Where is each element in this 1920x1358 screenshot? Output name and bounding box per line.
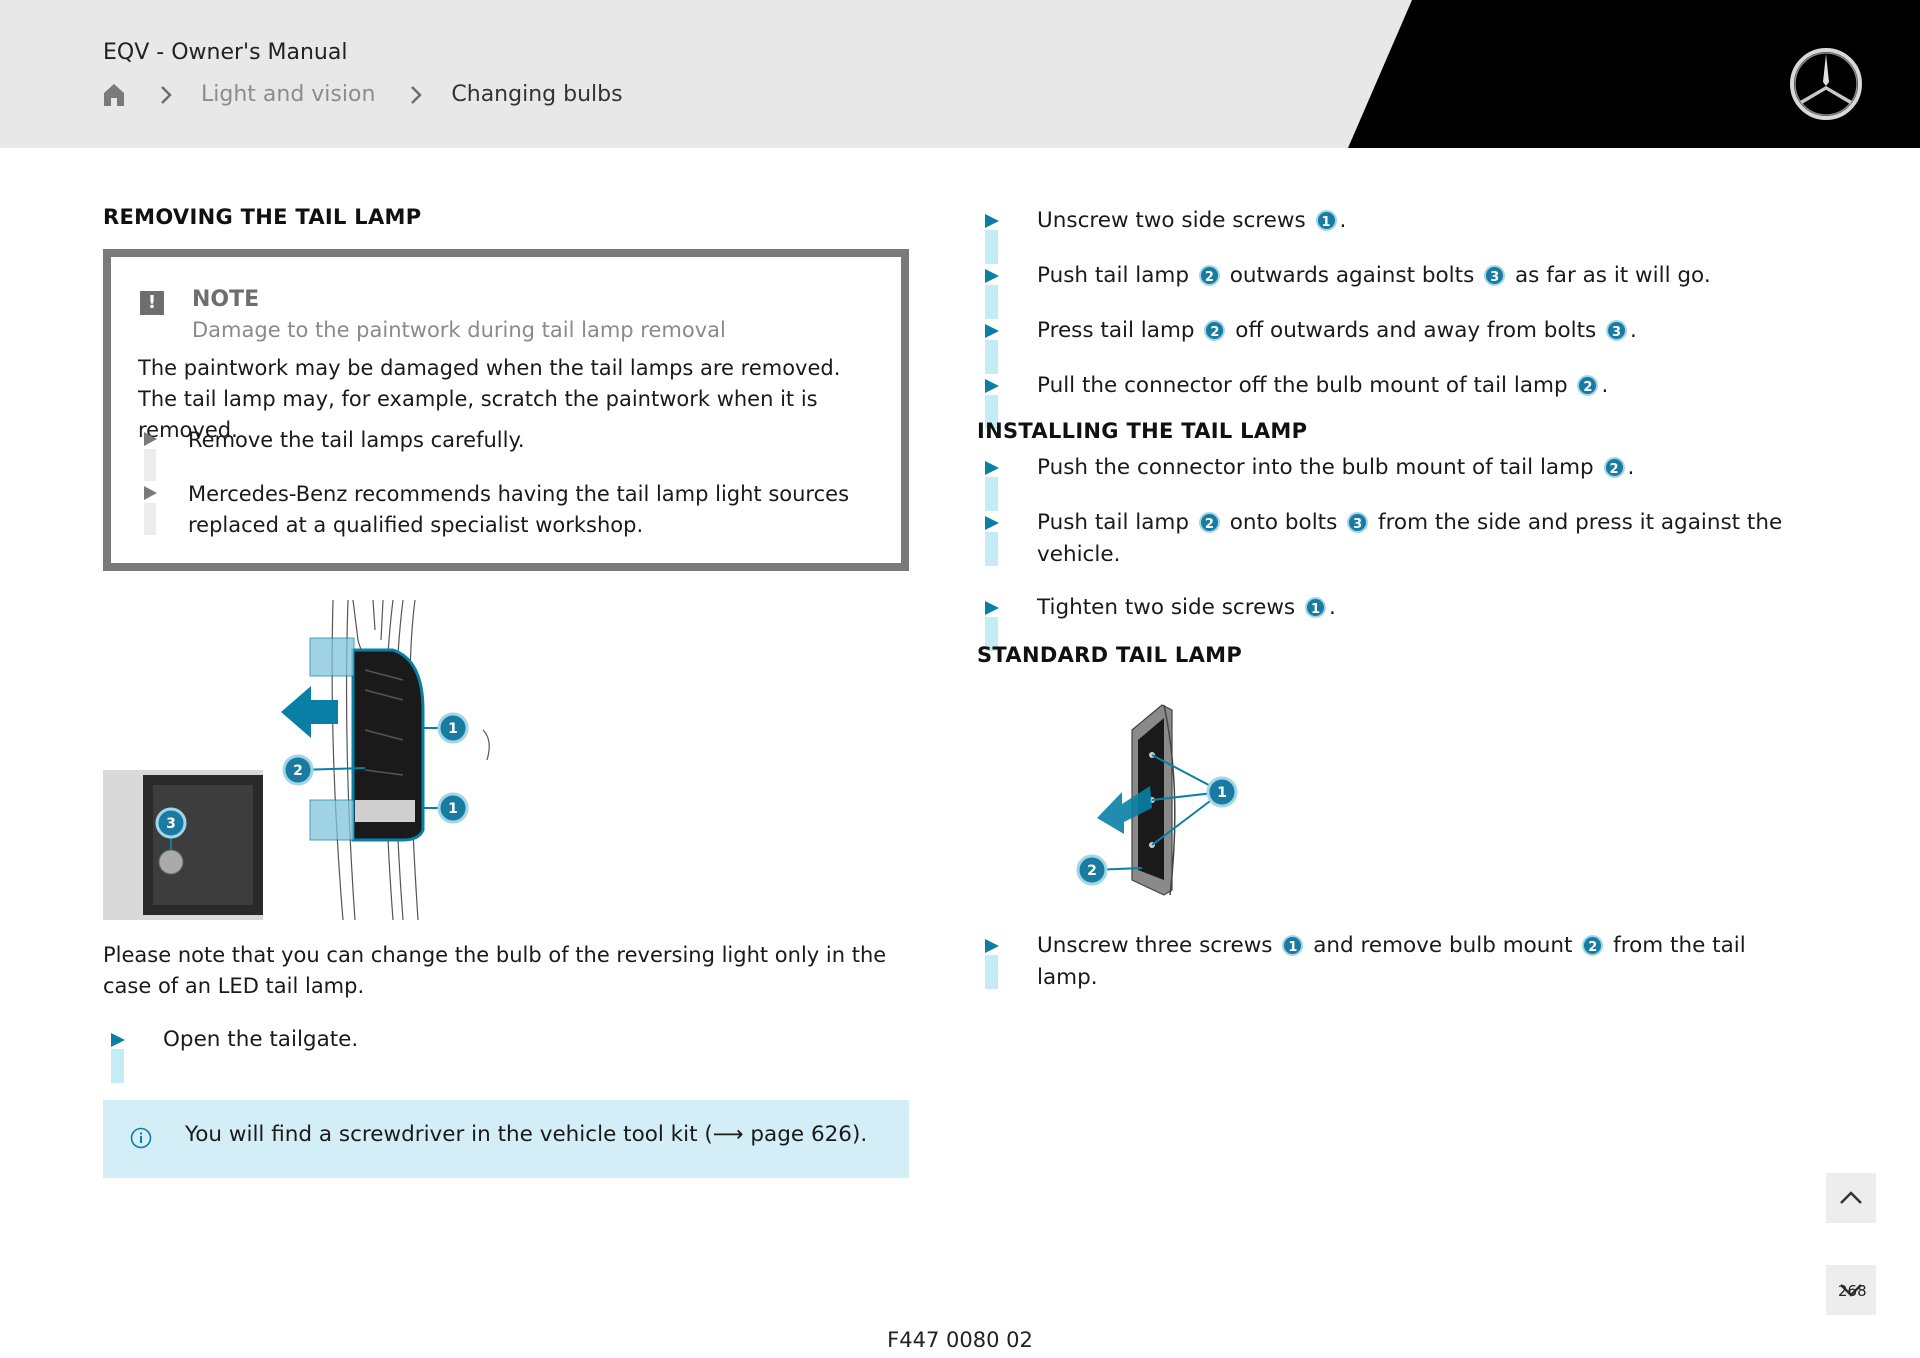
step-install-2 (977, 507, 1797, 593)
step-remove-4 (977, 370, 1797, 425)
step-install-1 (977, 452, 1797, 507)
step-text: Press tail lamp 2 off outwards and away from bolts 3 . (1037, 318, 1637, 343)
info-icon (130, 1127, 152, 1149)
tail-lamp-removal-figure (103, 600, 523, 920)
section-heading-installing: INSTALLING THE TAIL LAMP (977, 419, 1308, 443)
step-bar (144, 449, 156, 481)
step-bar (985, 285, 998, 319)
callout-1 (423, 714, 467, 742)
note-title: NOTE (192, 287, 260, 312)
chevron-right-icon (409, 84, 423, 106)
callout-2 (1078, 856, 1106, 884)
lead-paragraph: Please note that you can change the bulb of the reversing light only in the case of an LED tail lamp. (103, 943, 887, 998)
step-arrow-icon (985, 214, 999, 228)
section-heading-removing: REMOVING THE TAIL LAMP (103, 205, 422, 229)
svg-text:2: 2 (293, 763, 303, 779)
svg-text:3: 3 (166, 816, 176, 832)
app-title: EQV - Owner's Manual (103, 40, 348, 65)
svg-text:1: 1 (448, 721, 458, 737)
svg-text:2: 2 (1087, 863, 1097, 879)
step-text: Push the connector into the bulb mount of tail lamp 2 . (1037, 455, 1635, 480)
step-bar (111, 1049, 124, 1083)
mercedes-star-icon (1788, 46, 1864, 122)
note-step-text: Mercedes-Benz recommends having the tail lamp light sources replaced at a qualified specialist workshop. (188, 482, 850, 537)
page-header (0, 0, 1920, 148)
callout-1 (1208, 778, 1236, 806)
step-bar (985, 532, 998, 566)
callout-1 (423, 794, 467, 822)
callout-badge: 2 (1577, 375, 1598, 396)
callout-badge: 1 (1305, 597, 1326, 618)
callout-badge: 2 (1204, 320, 1225, 341)
standard-tail-lamp-figure (1072, 700, 1272, 900)
step-arrow-icon (144, 432, 157, 446)
step-arrow-icon (985, 379, 999, 393)
breadcrumb-current: Changing bulbs (451, 82, 623, 107)
step-remove-1 (977, 205, 1797, 260)
step-arrow-icon (144, 486, 157, 500)
callout-3 (157, 809, 185, 837)
svg-text:1: 1 (1217, 785, 1227, 801)
callout-badge: 2 (1199, 265, 1220, 286)
step-text: Pull the connector off the bulb mount of tail lamp 2 . (1037, 373, 1609, 398)
callout-badge: 2 (1604, 457, 1625, 478)
step-bar (985, 230, 998, 264)
step-text: Unscrew three screws 1 and remove bulb mount 2 from the tail lamp. (1037, 933, 1746, 990)
step-text: Push tail lamp 2 onto bolts 3 from the side and press it against the vehicle. (1037, 510, 1783, 567)
note-step-text: Remove the tail lamps carefully. (188, 428, 525, 452)
callout-badge: 3 (1606, 320, 1627, 341)
step-bar (144, 503, 156, 535)
step-bar (985, 955, 998, 989)
left-column (103, 205, 909, 1147)
scroll-up-button[interactable] (1826, 1173, 1876, 1223)
breadcrumb (103, 82, 623, 107)
step-text: Push tail lamp 2 outwards against bolts 3 as far as it will go. (1037, 263, 1711, 288)
step-text: Unscrew two side screws 1 . (1037, 208, 1347, 233)
page-number: 268 (1838, 1282, 1867, 1300)
svg-text:1: 1 (448, 801, 458, 817)
figure-code: F447 0080 02 (887, 1328, 1033, 1352)
step-bar (985, 477, 998, 511)
section-heading-standard: STANDARD TAIL LAMP (977, 643, 1243, 667)
step-arrow-icon (985, 461, 999, 475)
step-arrow-icon (985, 601, 999, 615)
step-arrow-icon (111, 1033, 125, 1047)
note-box (103, 249, 909, 571)
callout-badge: 2 (1199, 512, 1220, 533)
callout-badge: 3 (1484, 265, 1505, 286)
step-open-tailgate (103, 1024, 909, 1084)
home-icon[interactable] (103, 83, 125, 107)
step-text: Tighten two side screws 1 . (1037, 595, 1336, 620)
chevron-right-icon (159, 84, 173, 106)
step-text: Open the tailgate. (163, 1027, 359, 1052)
header-black-band (0, 0, 1920, 148)
step-bar (985, 340, 998, 374)
step-standard (977, 930, 1797, 990)
info-box (103, 1100, 909, 1178)
note-body: The paintwork may be damaged when the tail lamps are removed. The tail lamp may, for example, scratch the paintwork when it is removed. (138, 356, 841, 442)
step-remove-3 (977, 315, 1797, 370)
step-arrow-icon (985, 939, 999, 953)
step-install-3 (977, 592, 1797, 647)
step-remove-2 (977, 260, 1797, 315)
callout-badge: 3 (1347, 512, 1368, 533)
callout-badge: 2 (1582, 935, 1603, 956)
callout-badge: 1 (1282, 935, 1303, 956)
note-subtitle: Damage to the paintwork during tail lamp removal (192, 318, 726, 342)
chevron-up-icon (1826, 1173, 1876, 1223)
info-text[interactable]: You will find a screwdriver in the vehicle tool kit (⟶ page 626). (185, 1122, 868, 1147)
step-arrow-icon (985, 269, 999, 283)
step-arrow-icon (985, 324, 999, 338)
callout-badge: 1 (1316, 210, 1337, 231)
step-arrow-icon (985, 516, 999, 530)
breadcrumb-link-light-and-vision[interactable]: Light and vision (201, 82, 376, 107)
warning-icon: ! (140, 291, 164, 315)
